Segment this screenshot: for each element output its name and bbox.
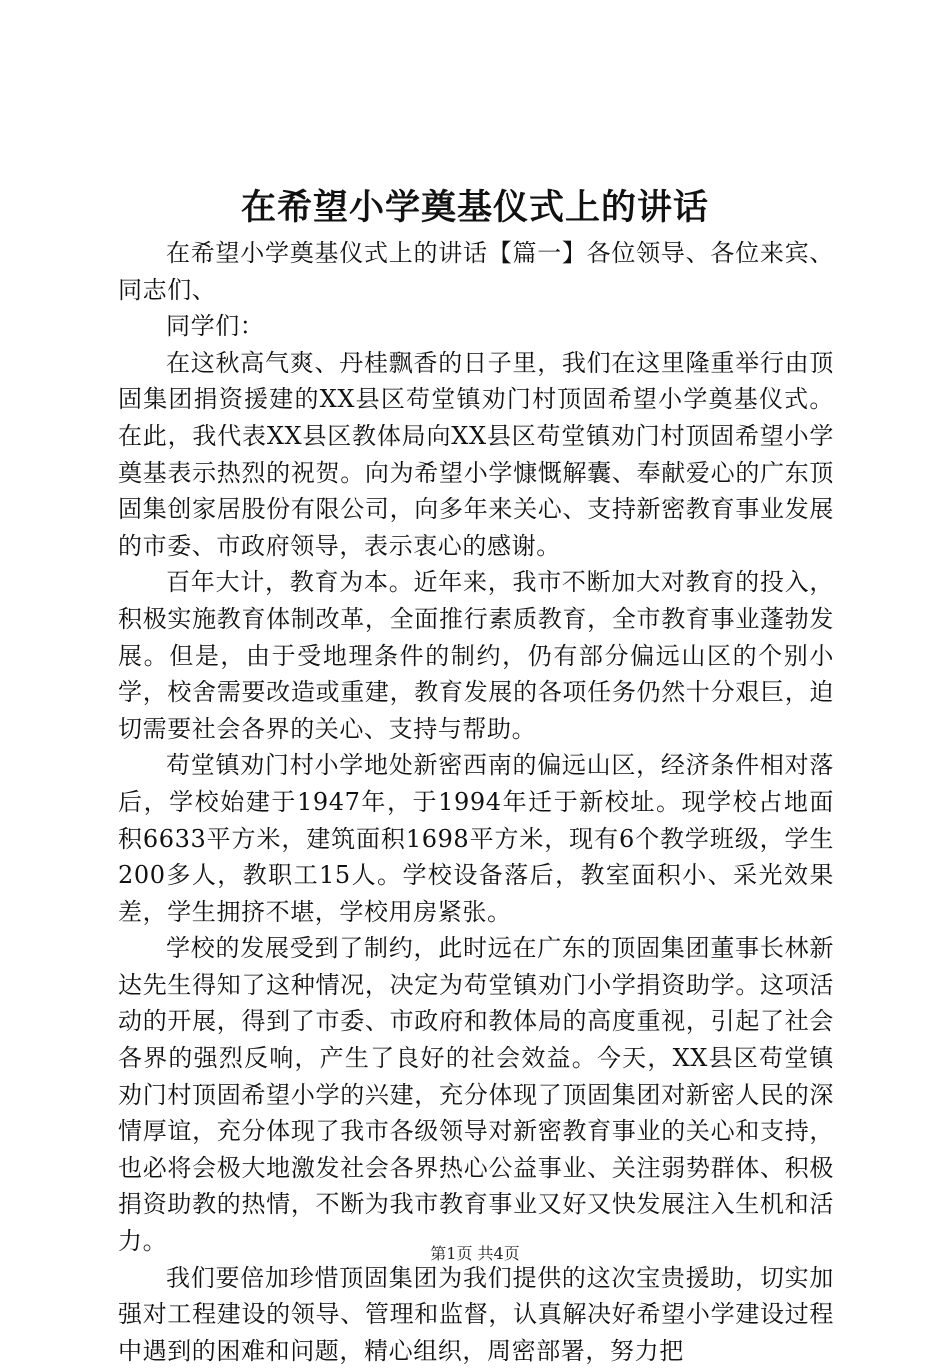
paragraph-salutation: 同学们：: [166, 312, 265, 341]
paragraph-donation: 学校的发展受到了制约，此时远在广东的顶固集团董事长林新达先生得知了这种情况，决定为苟堂镇劝门小学捐资助学。这项活动的开展，得到了市委、市政府和教体局的高度重视，引起了社会各界的强烈反响，产生了良好的社会效益。今天，XX县区苟堂镇劝门村顶固希望小学的兴建，充分体现了顶固集团对新密人民的深情厚谊，充分体现了我市各级领导对新密教育事业的关心和支持，也必将会极大地激发社会各界热心公益事业、关注弱势群体、积极捐资助教的热情，不断为我市教育事业又好又快发展注入生机和活力。: [118, 934, 834, 1256]
paragraph-congratulations: 在这秋高气爽、丹桂飘香的日子里，我们在这里隆重举行由顶固集团捐资援建的XX县区苟堂镇劝门村顶固希望小学奠基仪式。在此，我代表XX县区教体局向XX县区苟堂镇劝门村顶固希望小学奠基表示热烈的祝贺。向为希望小学慷慨解囊、奉献爱心的广东顶固集创家居股份有限公司，向多年来关心、支持新密教育事业发展的市委、市政府领导，表示衷心的感谢。: [118, 348, 834, 560]
paragraph-school-situation: 苟堂镇劝门村小学地处新密西南的偏远山区，经济条件相对落后，学校始建于1947年，于1994年迁于新校址。现学校占地面积6633平方米，建筑面积1698平方米，现有6个教学班级，学生200多人，教职工15人。学校设备落后，教室面积小、采光效果差，学生拥挤不堪，学校用房紧张。: [118, 751, 834, 926]
paragraph-commitment: 我们要倍加珍惜顶固集团为我们提供的这次宝贵援助，切实加强对工程建设的领导、管理和监督，认真解决好希望小学建设过程中遇到的困难和问题，精心组织，周密部署，努力把: [118, 1263, 834, 1365]
document-body: [118, 235, 834, 1369]
document-title: 在希望小学奠基仪式上的讲话: [240, 187, 709, 228]
paragraph-education-background: 百年大计，教育为本。近年来，我市不断加大对教育的投入，积极实施教育体制改革，全面推行素质教育，全市教育事业蓬勃发展。但是，由于受地理条件的制约，仍有部分偏远山区的个别小学，校舍需要改造或重建，教育发展的各项任务仍然十分艰巨，迫切需要社会各界的关心、支持与帮助。: [118, 568, 834, 743]
page-number-footer: 第1页 共4页: [430, 1244, 520, 1263]
paragraph-opening: 在希望小学奠基仪式上的讲话【篇一】各位领导、各位来宾、同志们、: [118, 239, 834, 304]
